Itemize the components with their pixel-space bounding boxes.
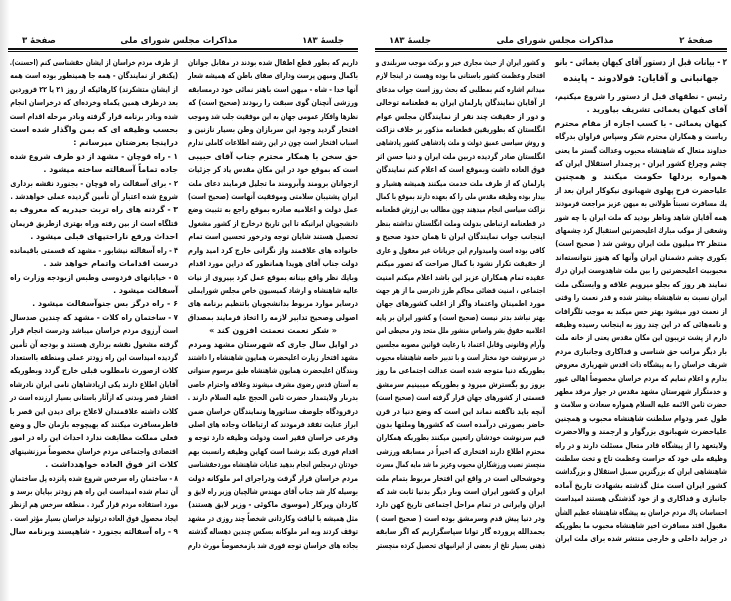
text-line: کافی بوده است وامیدوارم این جریانات غیر معقول و عاری — [376, 245, 545, 255]
text-line: پارلمان که از طرف ملت خدمت میکنند همیشه هشیار و — [376, 178, 545, 188]
text-column-right — [555, 56, 727, 546]
text-line: اعلامیه حقوق بشر واساس منشور ملل متحد ودر محیطی امن — [375, 326, 545, 336]
text-line: حق سخن با همکار محترم جناب آقای حبیبی — [188, 151, 358, 161]
text-line: بعد درظرف همین یکماه وخرده‌ای که درخراسان انجام — [10, 98, 178, 108]
text-line: ریاست و همکاران محترم شکر وسپاس فراوان بدرگاه — [555, 132, 727, 142]
paragraph — [10, 311, 178, 472]
text-line: ۷ - ساختمان راه کلات - مشهد که چندین صدسال — [9, 312, 178, 322]
text-line: نزاکت سیاسی انجام میدهند چون مطالب بی ارزش قطعنامه — [375, 205, 545, 215]
paragraph — [10, 56, 178, 150]
text-line: وخوشحالی است در واقع این افتخار مربوط بتمام ملت — [376, 473, 545, 483]
paragraph — [10, 525, 178, 538]
text-line: مثل همیشه با لیاقت وکاردانی شخصاً چند روزی در مشهد — [187, 513, 358, 523]
paragraph — [188, 338, 358, 553]
text-line: ۲ - بیانات قبل از دستور آقای کیهان یغمائی - بانو — [554, 58, 727, 68]
text-line: محبوبیت اعلیحضرتین را بین ملت شاهدوست ایران درك — [554, 266, 727, 276]
text-line: و کشور ایران از حیث مجاری خیر و برکت موجب سربلندی و — [375, 58, 545, 67]
text-line: در سرنوشت خود مختار است و با تدبیر خاصه شاهنشاه محبوب — [375, 352, 545, 362]
text-line: آسفالت میشود . — [113, 285, 178, 295]
text-line: ۵ - خیابانهای فردوسی وطبس ازبودجه وزارت راه — [10, 272, 178, 282]
text-line: در قطعنامه ارتباطی بدولت وملت انگلستان نداشته بنظر — [375, 218, 545, 228]
text-line: ایران و کشور ایران است وبار دیگر بدنیا ثابت شد که — [376, 487, 545, 496]
text-line: عمل دولت و اعلامیه صادره بموقع راجع به تثبیت وضع — [187, 205, 358, 215]
text-line: کلات اثر فوق العاده خواهدداشت . — [45, 460, 178, 470]
text-line: میدانم اشاره کنم بمطلبی که بحث روز است جواب مدعای — [376, 84, 545, 94]
text-line: افتخار گردید وجود این سربازان وطن بسیار نازنین و — [188, 125, 358, 135]
text-line: بروز رو بگسترش میرود و بطوریکه میبینیم سرمشق — [376, 379, 545, 389]
text-line: قیم سرنوشت خودشان راتعیین میکنند بطوریکه همکاران — [376, 433, 545, 443]
text-line: خودتان درمجلس انجام بدهید عنایات شاهنشاه موردحقشناسی — [188, 460, 358, 470]
paragraph — [555, 117, 727, 546]
text-line: خداوند متعال که شاهنشاه محبوب وعدالت گستر ما یعنی — [555, 145, 727, 155]
text-line: است که بموقع خود در این مکان مقدس یاد کر جزئیات — [188, 165, 358, 175]
text-line: مورد اطمینان واعتماد واگر از اغلب کشورهای جهان — [376, 299, 545, 309]
text-line: و روش سیاسی عمیق دولت و ملت پادشاهی کشور پادشاهی — [376, 138, 545, 148]
text-line: ۴ - راه آسفالته نیشابور - مشهد که قسمتی باقیمانده — [9, 245, 178, 255]
paragraph — [10, 472, 178, 526]
paragraph — [10, 244, 178, 271]
text-line: گردیده امیداست این راه زودتر عملی ومنطقه بااستعداد — [10, 352, 178, 362]
paragraph — [10, 203, 178, 243]
text-line: بجاده های خراسان توجه فوری شد بازمخصوصاً مورث دارم — [187, 540, 358, 550]
text-line: بدارم و اعلام نمایم که مردم خراسان مخصوصاً اهالی غیور — [554, 373, 727, 383]
text-line: افتخار وعظمت کشور باستانی ما بوده وهست در اینجا لازم — [375, 71, 545, 81]
text-line: انگلستان صادر گردیده دربین ملت ایران و دنیا حسن اثر — [376, 151, 545, 161]
text-line: ودر دنیا پیش قدم وسرمشق بوده است ( صحیح است ) — [375, 513, 545, 523]
text-line: در جراید داخلی و خارجی منتشر شده برای ملت ایران — [555, 534, 727, 544]
text-line: است آرزوی مردم خراسان میباشد ودرست انجام قرار — [10, 326, 179, 336]
text-line: ازجوانان برومند وآبرومند ما تجلیل فرمایند دعای ملت — [188, 178, 358, 188]
text-line: جهانبانی و آقایان: فولادوند - پاینده — [563, 73, 719, 84]
paragraph — [555, 90, 727, 117]
text-line: بار دیگر مراتب حق شناسی و فداکاری وجانبازی مردم — [555, 346, 727, 356]
text-line: دارم از پشت تریبون این مکان مقدس یعنی از خانه ملت — [555, 333, 727, 343]
text-line: به آستان قدس رضوی مشرف میشوند وعلاقه واحترام خاصی — [187, 379, 358, 389]
text-line: وظیفه ملی خود که حراست وعظمت تاج و تخت سلطنت — [555, 453, 727, 463]
text-line: از طرف مردم خراسان از ایشان حقشناسی کنم (احسنت). — [9, 58, 179, 67]
text-line: قاطرمسافرت میکنند که بهیچوجه بازمان حال و وضع — [9, 419, 178, 429]
text-line: ابراز عنایت تفقد فرمودند که ارتباطات وجاده های اصلی — [188, 419, 358, 429]
text-line: جانبازی و فداکاری و از خود گذشتگی هستند امیداست — [554, 494, 727, 504]
text-line: اقدام فوری بکند برشما است کهاین وظیفه رانسبت بهم — [188, 446, 358, 456]
text-line: توقف کردند وبه امر ملوکانه بسکس چندین دهساله گذشته — [188, 527, 358, 537]
text-line: همواره بردلها حکومت میکنند و همچنین — [555, 172, 727, 182]
text-line: کیهان یغمائی - با کسب اجازه از مقام محترم — [554, 118, 727, 128]
text-line: احساسات پاك مردم خراسان به پیشگاه شاهنشاه عظیم الشأن — [555, 507, 727, 517]
text-line: بطوریکه دنیا متوجه شده است عدالت اجتماعی ما روز — [376, 366, 545, 376]
text-line: ۸ - ساختمان راه سرخس شروع شده پانزده پل ساختمان — [10, 473, 178, 483]
text-line: (یکنفر از نمایندگان - همه جا همینطور بوده است همه — [10, 71, 178, 81]
text-line: کشور ایران است مثل گذشته بشهادت تاریخ آماده — [554, 480, 727, 490]
text-line: فعلی مملکت مطابقت ندارد احداث این راه در امور — [9, 433, 178, 443]
text-line: درست اقدامات واتمام خواهد شد . — [43, 259, 178, 269]
text-line: از ایشان متشکرند) کارهائیکه از روز ۲۱ یا ۲۲ فروردین — [9, 84, 178, 94]
text-line: اجتماعی ، امنیت قضائی محاکم طرز دادرسی ما از هر جهت — [375, 285, 545, 295]
text-line: آقای کیهان یغمائی تشریف بیاورید . — [586, 105, 727, 115]
text-line: خانواده های علاقمند واز نگرانی خارج کرد امید وارم — [188, 245, 358, 255]
page-header — [8, 34, 358, 46]
text-line: وشعفی از موکب مبارك اعلیحضرتین استقبال کرد چشمهای — [555, 226, 727, 236]
text-line: ولایتعهد را از پیشگاه قادر متعال مسئلت دارند و در راه — [555, 440, 727, 450]
text-line: بوسیله کار شد جناب آقای مهندس شالچیان وزیر راه لایق و — [188, 487, 358, 496]
text-line: کلات داشته علاقمندان لاعلاج برای دیدن این قصر با — [9, 406, 179, 416]
text-line: تحصیل هستند شایان توجه ودرخور تحسین است تمام — [188, 232, 358, 242]
text-line: علیاحضرت فرح پهلوی شهبانوی نیکوکار ایران بعد از — [555, 185, 727, 195]
text-line: باکمال ومیهن پرست ودارای صفای باطن که همیشه شعار — [188, 71, 358, 81]
text-line: داریم که بطور قطع اطفال شده بودند در مقابل جوانان — [187, 58, 358, 67]
text-line: بدربار ولایتمدار حضرت ثامن الحجج علیه السلام دارند . — [187, 393, 358, 403]
text-line: حضرت ثامن الائمه علیه السلام همواره سعادت و سلامت و — [554, 400, 727, 410]
text-line: چشم وچراغ کشور ایران - پرچمدار استقلال ایران که — [555, 159, 727, 169]
text-line: از نعمت دور میشود بهتر حس میکند به موجب تلگرافات — [554, 306, 727, 316]
text-line: بحسب وظیفه ای که بمن واگذار شده است — [10, 125, 178, 135]
text-line: وفرعی خراسان فقیر است ودولت وظیفه دارد توجه و — [188, 433, 358, 443]
text-line: محترم اطلاع دارند افتخاری که اخیراً در مسابقه ورزشی — [376, 446, 545, 456]
text-line: ایران نسبت به شاهنشاه بیشتر شده و قدر نعمت را وقتی — [555, 293, 727, 303]
text-line: منچستر نصیب ورزشکاران محبوب وعزیز ما شد مایه کمال مسرت — [376, 460, 545, 470]
text-line: و دور از حقیقت چند نفر از نمایندگان مجلس عوام — [376, 111, 545, 121]
text-line: کلات ازصورت نامطلوب قبلی خارج گردد وبطوریکه — [9, 366, 179, 376]
text-line: بکوری چشم دشمنان ایران وآنها که هنوز نتوانسته‌اند — [555, 252, 727, 262]
text-line: دراینجا بعرضتان میرسانم : — [73, 138, 178, 148]
text-line: وبایك نظر واقع بینانه بموقع عمل کرد بپیروی از نیات — [187, 272, 358, 282]
text-line: بحمدالله پرورده گار توانا سپاسگزاریم که اگر سابقه — [375, 527, 545, 537]
text-line: منتظر ۲۲ میلیون ملت ایران روشن شد ( صحیح است) — [555, 239, 727, 249]
text-line: دولت جناب آقای هویدا همانطور که دراین مورد اقدام — [188, 259, 358, 269]
text-line: جاده تماماً آسفالته ساخته میشود . — [43, 165, 178, 175]
text-line: « شکر نعمت نعمتت افزون کند » — [209, 326, 337, 336]
text-line: درفرودگاه جلوصف سناتورها ونمایندگان خراسان ضمن — [187, 406, 358, 416]
text-line: رئیس - نطقهای قبل از دستور را شروع میکنیم، — [554, 92, 727, 101]
text-line: و خدمتگزار شهرستان مشهد مقدس در جوار مرقد مطهر — [555, 386, 727, 396]
text-line: اقتصادی واجتماعی مردم خراسان مخصوصاً مرزنشینهای — [9, 446, 179, 456]
section-heading — [555, 56, 727, 87]
text-line: آقایان اطلاع دارند یکی ازپادشاهان نامی ایران نادرشاه — [9, 379, 178, 389]
paragraph — [376, 56, 545, 552]
text-line: ۲ - برای آسفالت راه قوچان - بجنورد نقشه برداری — [10, 178, 178, 188]
page-right — [375, 34, 727, 594]
paragraph — [10, 271, 178, 298]
text-line: کاردان وپرکار (موسوی ماکوئی - وزیر لایق هستند) — [188, 500, 358, 510]
text-line: ۹ - راه آسفالته بجنورد - شاهپسند وبرنامه سال — [9, 527, 178, 537]
paragraph — [188, 56, 358, 324]
text-line: نمایند هر روز که بجلو میرویم علاقه و وابستگی ملت — [554, 279, 727, 289]
text-line: دانشجویان ایرانیکه تا این تاریخ درخارج از کشور مشغول — [188, 218, 358, 228]
text-line: از حقیقت تکرار نشود با کمال صراحت که تصور میکنم — [376, 259, 545, 269]
page-number: صفحهٔ ۳ — [22, 36, 56, 46]
paragraph — [10, 150, 178, 177]
text-line: آن تمام شده امیداست این راه هم زودتر بپایان برسد و — [10, 487, 179, 496]
text-line: بهتر نباشد بدتر نیست (صحیح است) و کشور ایران بر پایه — [375, 312, 545, 322]
text-line: مردم خراسان قرار گرفت ودراجرای امر ملوکانه دولت — [188, 473, 358, 483]
text-line: فوق العاده داشت وبموقع است که اعلام کنم نمایندگان — [376, 165, 545, 175]
text-line: افشار قصر وبدنی که ازآثار باستانی بسیار ارزنده است در — [9, 393, 178, 403]
text-line: آنچه باید ناگفته نماند این است که وضع دنیا در قرن — [375, 406, 545, 416]
text-line: علیاحضرت شهبانوی بزرگوار و ارجمند و والاحضرت — [554, 427, 727, 437]
text-line: مقبول افتد مسافرت اخیر شاهنشاه محبوب ما بطوریکه — [555, 521, 727, 530]
text-line: مورد استفاده مردم قرار گیرد . منطقه سرخس هم ازنظر — [9, 500, 178, 510]
text-line: از آقایان نمایندگان پارلمان ایران به قطعنامه توخالی — [376, 98, 545, 108]
text-line: و نامه‌هائی که در این چند روز به اینجانب رسیده وظیفه — [555, 319, 727, 329]
text-line: ۱ - راه قوچان - مشهد از دو طرف شروع شده — [9, 151, 178, 161]
text-line: احداث ورفع ناراحتیهای قبلی میشود . — [30, 232, 178, 242]
text-line: نظرها وافکار عمومی جهان به این موفقیت جلب شد وموجب — [187, 111, 358, 121]
text-column-left — [10, 56, 178, 539]
page-left — [8, 34, 358, 594]
text-line: گرفته مشغول نقشه برداری هستند و بودجه آن تأمین — [10, 339, 178, 349]
text-line: قسمتی از کشورهای جهان قرار گرفته است (صحیح است) — [375, 393, 545, 403]
text-line: در اوایل سال جاری که شهرستان مشهد ومردم — [188, 339, 358, 349]
text-line: شاهنشاهی ایران که بزرگترین سمبل استقلال و بزرگداشت — [555, 467, 727, 477]
text-line: وآرام وقانونی وقابل اعتماد با رعایت قوانین مصوبه مجلسین — [375, 339, 545, 349]
text-line: بیدار بوده وظیفه مقدس ملی را که بعهده دارند بموقع با کمال — [376, 192, 545, 202]
text-line: طول عمر ودوام سلطنت شاهنشاه محبوب و همچنین — [554, 413, 727, 423]
header-rule — [8, 48, 358, 52]
page-number: صفحهٔ ۲ — [679, 36, 713, 46]
text-line: مشهد افتخار زیارت اعلیحضرت همایون شاهنشاه را داشتند — [187, 352, 358, 362]
text-line: ایران وایرانی در تمام مراحل اجتماعی تاریخ کهن دارد — [375, 500, 545, 510]
text-column-left — [376, 56, 545, 552]
text-line: ایجاد محصول فوق العاده درتولید خراسان بسیار مؤثر است . — [10, 513, 179, 523]
text-line: ایران پشتیبان سلامتی وموفقیت آنهاست (صحیح است) — [188, 192, 358, 202]
text-line: ۶ - راه درگز بس جنوآسفالت میشود . — [32, 299, 178, 309]
session-number: جلسهٔ ۱۸۳ — [302, 36, 344, 46]
running-title: مذاکرات مجلس شورای ملی — [120, 36, 238, 46]
paragraph — [10, 177, 178, 204]
text-line: شده وبادر برنامه قرار گرفته وبادر مرحله اقدام است — [9, 111, 178, 121]
text-line: اصولی وصحیح تدابیر لازمه را اتخاذ فرمایند بمصداق — [187, 312, 358, 322]
text-line: عقیده تمام همکاران عزیز این باشد اعلام میکنم امنیت — [375, 272, 545, 282]
text-column-right — [188, 56, 358, 552]
paragraph — [188, 324, 358, 337]
text-line: شروع شده اعتبار آن تأمین گردیده عملی خواهدشد . — [10, 192, 178, 202]
text-line: اینجانب جواب نمایندگان ایران تا همان حدود صحیح و — [376, 232, 545, 242]
page-header — [375, 34, 727, 46]
text-line: ورزشی آنچنان گوی سبقت را ربودند (صحیح است) که — [188, 98, 358, 108]
header-rule — [375, 48, 727, 52]
text-line: ذهنی بسیار تلخ از بعضی از ایرانیهای تحصیل کرده منچستر — [376, 540, 545, 550]
text-line: اسباب افتخار است چون در این رشته اطلاعات کاملی ندارم — [187, 138, 358, 148]
text-line: درسایر موارد مربوط بدانشجویان باتنظیم برنامه های — [187, 299, 358, 309]
paragraph — [10, 297, 178, 310]
text-line: یك مسافرت نسبتاً طولانی به میهن عزیز مراجعت فرمودند — [555, 199, 727, 209]
text-line: قتلگاه است از بین رفته وراه بهتری ازطریق فریمان — [10, 218, 179, 228]
text-line: آنها خدا - شاه - میهن است باهنر نمائی خود درمسابقه — [188, 84, 358, 94]
text-line: شریف خراسان را به پیشگاه ذات اقدس شهریاری معروض — [555, 360, 727, 370]
text-line: وبندگان اعلیحضرت همایون شاهنشاه طبق مرسوم سنواتی — [187, 366, 358, 376]
text-line: انگلستان که بطوریقین قطعنامه مذکور بر خلاف نزاکت — [376, 125, 545, 135]
text-line: همه آقایان شاهد وناظر بودید که ملت ایران با چه شور — [554, 212, 727, 222]
text-line: عالیه شاهنشاه و ارشاد کمیسیون خاص مجلس شورایملی — [187, 285, 358, 295]
text-line: ۳ - گردنه های راه تربت حیدریه که معروف به — [9, 205, 178, 215]
session-number: جلسهٔ ۱۸۳ — [389, 36, 431, 46]
running-title: مذاکرات مجلس شورای ملی — [496, 36, 614, 46]
text-line: حاضر بصورتی درآمده است که کشورها وملتها بدون — [375, 419, 545, 429]
